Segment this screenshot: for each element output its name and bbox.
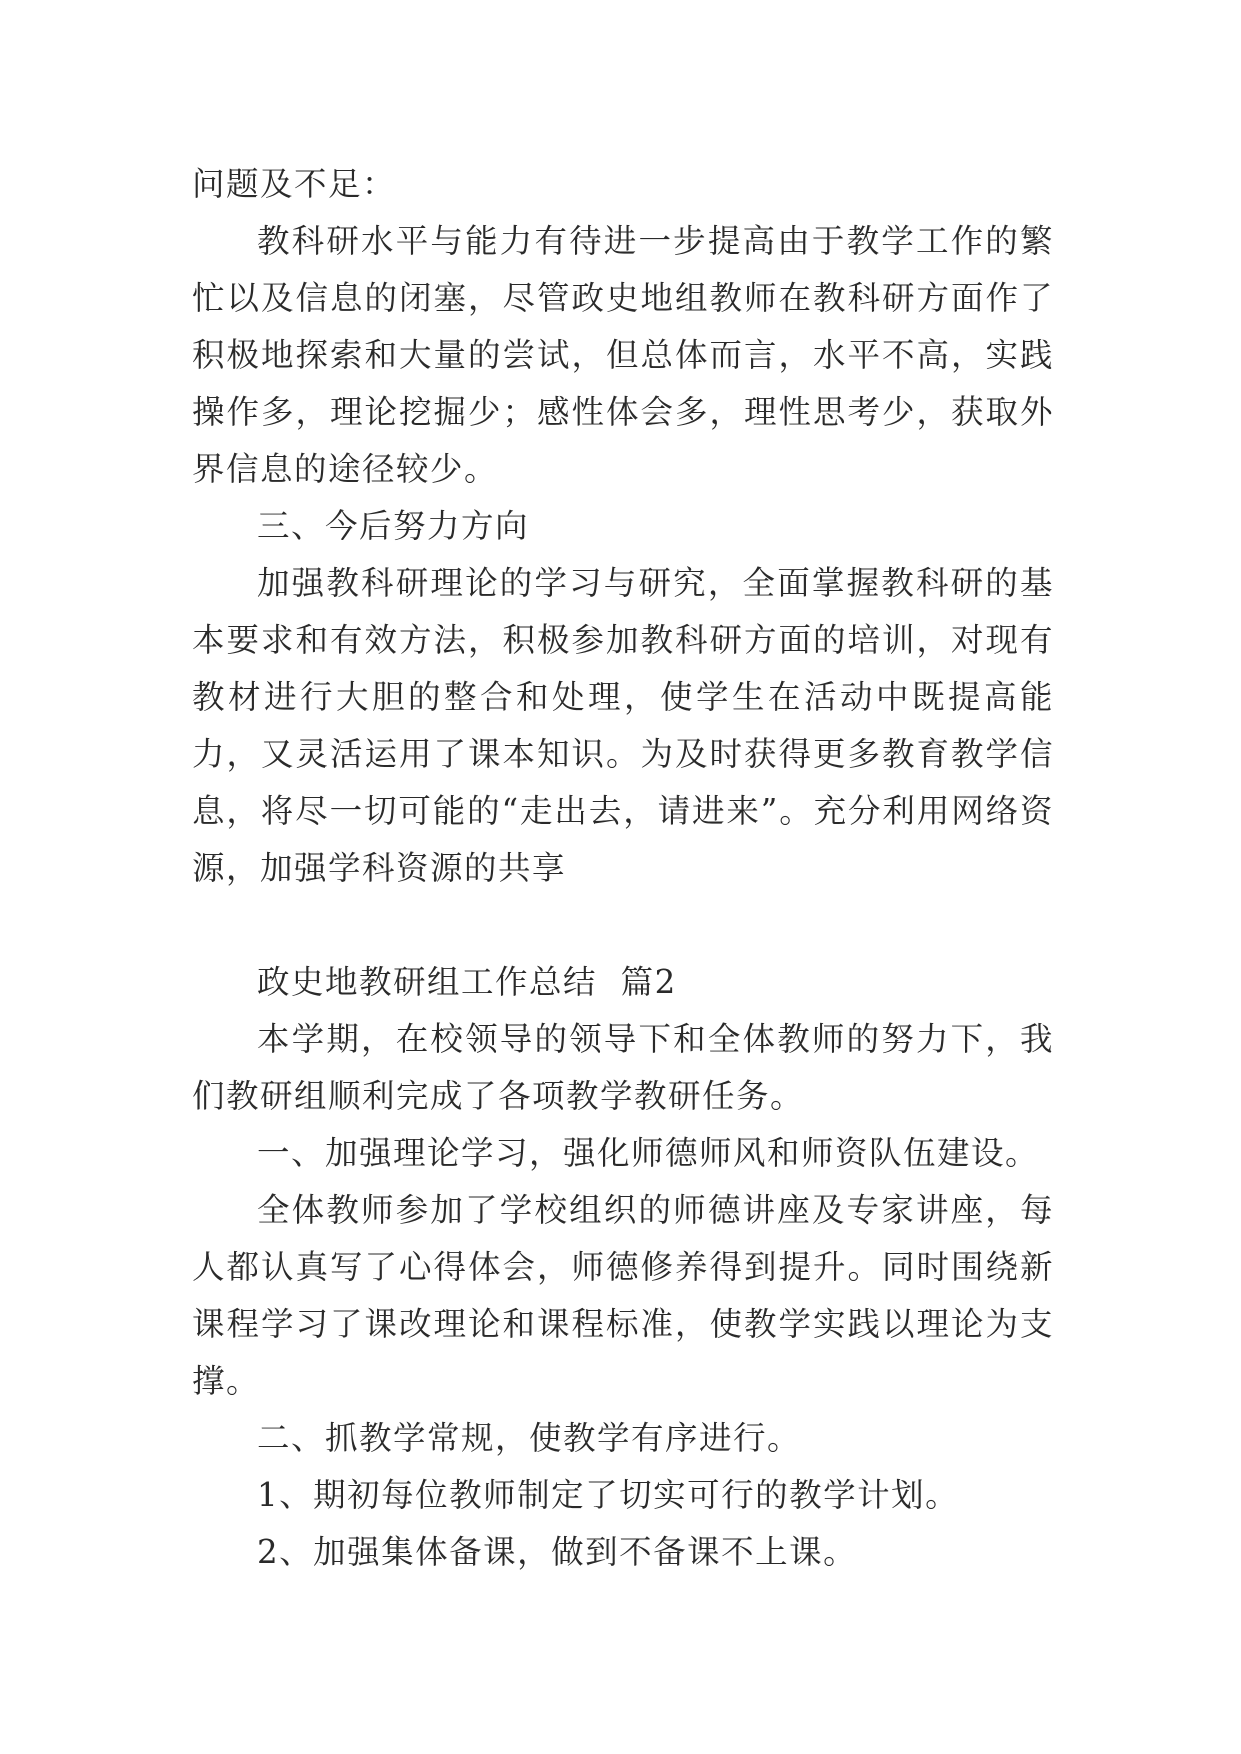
list-item-collective-prep: 2、加强集体备课，做到不备课不上课。 xyxy=(257,1533,858,1571)
paragraph-semester-intro: 本学期，在校领导的领导下和全体教师的努力下，我们教研组顺利完成了各项教学教研任务。 xyxy=(192,1020,1054,1115)
section-heading-theory-study: 一、加强理论学习，强化师德师风和师资队伍建设。 xyxy=(257,1134,1040,1172)
section-heading-teaching-routine: 二、抓教学常规，使教学有序进行。 xyxy=(257,1419,802,1457)
paragraph-research-level: 教科研水平与能力有待进一步提高由于教学工作的繁忙以及信息的闭塞，尽管政史地组教师在教科研方面作了积极地探索和大量的尝试，但总体而言，水平不高，实践操作多，理论挖掘少；感性体会多，理性思考少，获取外界信息的途径较少。 xyxy=(192,222,1054,488)
article-title-part-2: 政史地教研组工作总结 篇2 xyxy=(257,963,677,1001)
paragraph-problems-heading: 问题及不足： xyxy=(192,165,397,203)
section-gap xyxy=(192,897,1054,954)
paragraph-teacher-ethics: 全体教师参加了学校组织的师德讲座及专家讲座，每人都认真写了心得体会，师德修养得到提升。同时围绕新课程学习了课改理论和课程标准，使教学实践以理论为支撑。 xyxy=(192,1191,1054,1400)
section-heading-future-direction: 三、今后努力方向 xyxy=(257,507,530,545)
paragraph-strengthen-research: 加强教科研理论的学习与研究，全面掌握教科研的基本要求和有效方法，积极参加教科研方面的培训，对现有教材进行大胆的整合和处理，使学生在活动中既提高能力，又灵活运用了课本知识。为及时获得更多教育教学信息，将尽一切可能的“走出去，请进来”。充分利用网络资源，加强学科资源的共享 xyxy=(192,564,1054,887)
document-body xyxy=(192,156,1054,1581)
list-item-teaching-plan: 1、期初每位教师制定了切实可行的教学计划。 xyxy=(257,1476,960,1514)
